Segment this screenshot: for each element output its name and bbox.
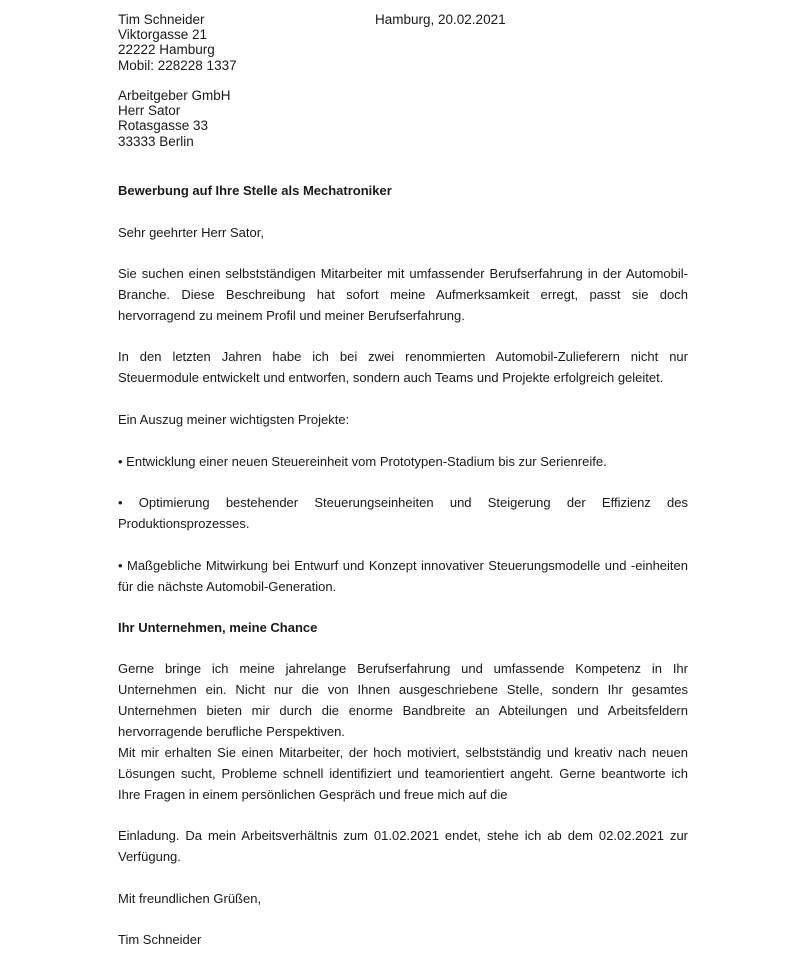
paragraph-projects-intro: Ein Auszug meiner wichtigsten Projekte:: [118, 412, 350, 427]
bullet-item-2: • Optimierung bestehender Steuerungseinheiten und Steigerung der Effizienz des Produktionsprozesses.: [118, 495, 688, 531]
recipient-street: Rotasgasse 33: [118, 118, 209, 134]
paragraph-company: Gerne bringe ich meine jahrelange Berufserfahrung und umfassende Kompetenz in Ihr Unternehmen ein. Nicht nur die von Ihnen ausgeschriebene Stelle, sondern Ihr gesamtes Unternehmen bieten mir durch die enorme Bandbreite an Abteilungen und Arbeitsfeldern hervorragende berufliche Perspektiven.: [118, 661, 688, 739]
recipient-address: [118, 88, 231, 149]
paragraph-availability: Einladung. Da mein Arbeitsverhältnis zum 01.02.2021 endet, stehe ich ab dem 02.02.2021 zur Verfügung.: [118, 828, 688, 864]
paragraph-intro: Sie suchen einen selbstständigen Mitarbeiter mit umfassender Berufserfahrung in der Automobil-Branche. Diese Beschreibung hat sofort meine Aufmerksamkeit erregt, passt sie doch hervorragend zu meinem Profil und meiner Berufserfahrung.: [118, 266, 688, 323]
sender-mobile: Mobil: 228228 1337: [118, 57, 237, 73]
salutation: Sehr geehrter Herr Sator,: [118, 225, 264, 240]
signature-name: Tim Schneider: [118, 932, 202, 947]
sender-address: [118, 12, 237, 73]
bullet-item-1: • Entwicklung einer neuen Steuereinheit vom Prototypen-Stadium bis zur Serienreife.: [118, 454, 607, 469]
closing-phrase: Mit freundlichen Grüßen,: [118, 891, 262, 906]
bullet-item-3: • Maßgebliche Mitwirkung bei Entwurf und Konzept innovativer Steuerungsmodelle und -einheiten für die nächste Automobil-Generation.: [118, 558, 688, 594]
paragraph-experience: In den letzten Jahren habe ich bei zwei renommierten Automobil-Zulieferern nicht nur Steuermodule entwickelt und entworfen, sondern auch Teams und Projekte erfolgreich geleitet.: [118, 349, 688, 385]
section-heading: Ihr Unternehmen, meine Chance: [118, 620, 318, 635]
recipient-person: Herr Sator: [118, 103, 181, 119]
sender-name: Tim Schneider: [118, 12, 205, 27]
sender-city: 22222 Hamburg: [118, 42, 215, 58]
sender-street: Viktorgasse 21: [118, 27, 208, 43]
place-date: Hamburg, 20.02.2021: [375, 12, 506, 27]
letter-subject: Bewerbung auf Ihre Stelle als Mechatroniker: [118, 183, 392, 198]
recipient-company: Arbeitgeber GmbH: [118, 88, 231, 103]
recipient-city: 33333 Berlin: [118, 133, 194, 149]
paragraph-qualities: Mit mir erhalten Sie einen Mitarbeiter, der hoch motiviert, selbstständig und kreativ nach neuen Lösungen sucht, Probleme schnell identifiziert und teamorientiert angeht. Gerne beantworte ich Ihre Fragen in einem persönlichen Gespräch und freue mich auf die: [118, 745, 688, 802]
